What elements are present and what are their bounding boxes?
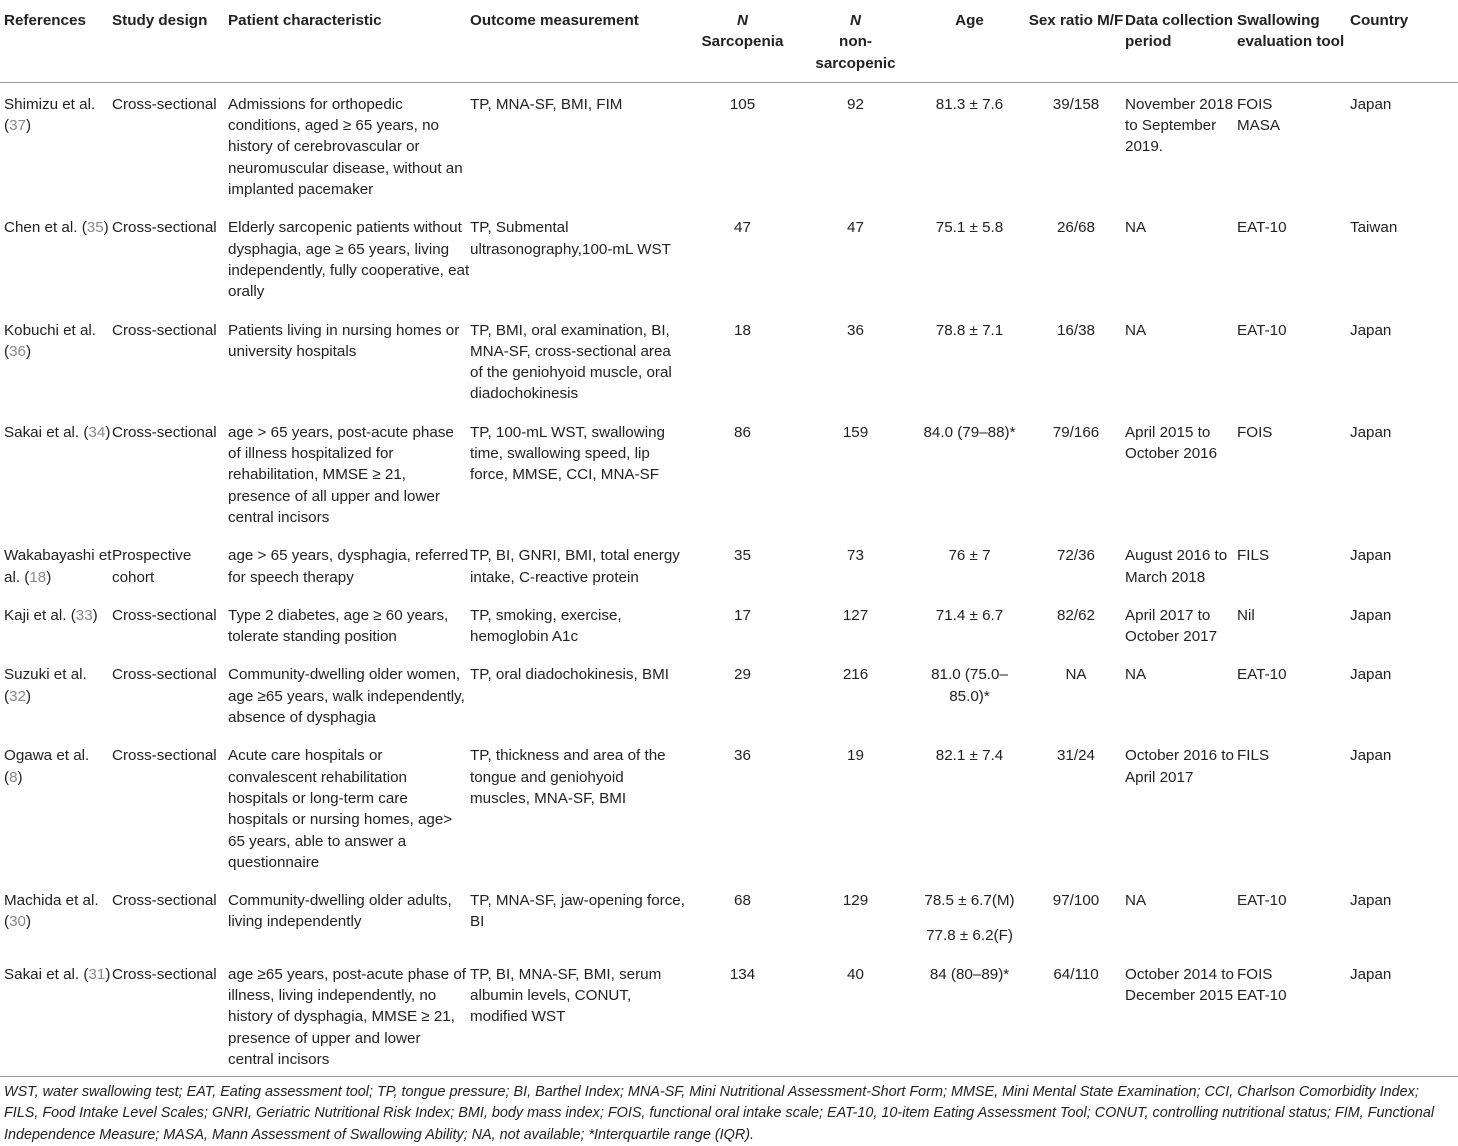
cell-study-design: Cross-sectional	[112, 965, 217, 983]
column-header-age	[912, 0, 1027, 82]
cell-patient-characteristic: Type 2 diabetes, age ≥ 60 years, tolerate standing position	[228, 606, 449, 646]
age-value: 81.0 (75.0–85.0)*	[931, 666, 1008, 705]
cell-n-non-sarcopenic: 216	[842, 666, 869, 684]
table-row	[0, 734, 1458, 879]
cell-sex-ratio: 79/166	[1052, 423, 1100, 441]
reference-author: Machida et al.	[4, 892, 99, 910]
column-header-label: non-sarcopenic	[815, 33, 896, 72]
table-row	[0, 534, 1458, 594]
column-header-country	[1350, 0, 1458, 82]
reference-link[interactable]: 35	[86, 219, 104, 237]
reference-link[interactable]: 36	[9, 342, 26, 360]
swallowing-tool-item: EAT-10	[1237, 986, 1287, 1004]
cell-n-non-sarcopenic: 127	[842, 606, 869, 624]
cell-n-sarcopenia: 36	[734, 747, 751, 765]
swallowing-tool-item: FILS	[1237, 747, 1270, 765]
age-value: 84.0 (79–88)*	[923, 423, 1016, 441]
column-header-period	[1125, 0, 1237, 82]
cell-n-non-sarcopenic: 129	[842, 892, 869, 910]
column-header-label: Country	[1350, 12, 1409, 29]
cell-swallowing-tool	[1237, 206, 1350, 308]
age-value: 84 (80–89)*	[929, 965, 1010, 983]
age-value: 75.1 ± 5.8	[935, 219, 1004, 237]
cell-country: Japan	[1350, 747, 1392, 765]
cell-outcome-measurement: TP, BMI, oral examination, BI, MNA-SF, cross-sectional area of the geniohyoid muscle, oral diadochokinesis	[470, 321, 672, 403]
cell-swallowing-tool	[1237, 594, 1350, 654]
cell-outcome-measurement: TP, 100-mL WST, swallowing time, swallowing speed, lip force, MMSE, CCI, MNA-SF	[470, 423, 665, 484]
cell-swallowing-tool	[1237, 734, 1350, 879]
cell-n-non-sarcopenic: 159	[842, 423, 869, 441]
cell-reference: Chen et al. (35)	[4, 219, 109, 237]
age-value: 81.3 ± 7.6	[935, 95, 1004, 113]
cell-data-collection-period: November 2018 to September 2019.	[1125, 95, 1234, 156]
table-row	[0, 594, 1458, 654]
cell-data-collection-period: NA	[1125, 892, 1147, 910]
cell-patient-characteristic: age > 65 years, post-acute phase of illness hospitalized for rehabilitation, MMSE ≥ 21, presence of all upper and lower central incisors	[228, 423, 454, 526]
cell-swallowing-tool	[1237, 879, 1350, 953]
column-header-label: Outcome measurement	[470, 12, 639, 29]
reference-author: Kaji et al.	[4, 606, 67, 624]
column-header-label: Sex ratio M/F	[1028, 12, 1124, 29]
column-header-outcome	[470, 0, 686, 82]
cell-sex-ratio: 82/62	[1056, 606, 1095, 624]
cell-n-sarcopenia: 29	[734, 666, 751, 684]
swallowing-tool-item: FILS	[1237, 547, 1270, 565]
cell-outcome-measurement: TP, oral diadochokinesis, BMI	[470, 666, 669, 684]
cell-n-sarcopenia: 18	[734, 321, 751, 339]
cell-study-design: Cross-sectional	[112, 892, 217, 910]
cell-study-design: Cross-sectional	[112, 321, 217, 339]
table-row	[0, 953, 1458, 1076]
reference-link[interactable]: 33	[75, 606, 93, 624]
cell-patient-characteristic: age > 65 years, dysphagia, referred for speech therapy	[228, 547, 469, 586]
column-header-label: Age	[955, 12, 984, 29]
cell-reference: Kobuchi et al. (36)	[4, 321, 97, 360]
cell-study-design: Cross-sectional	[112, 95, 217, 113]
cell-age	[912, 82, 1027, 206]
cell-country: Taiwan	[1350, 219, 1398, 237]
column-header-label: Study design	[112, 12, 208, 29]
age-value: 71.4 ± 6.7	[935, 606, 1004, 624]
cell-patient-characteristic: Elderly sarcopenic patients without dysphagia, age ≥ 65 years, living independently, fully cooperative, eat orally	[228, 219, 470, 301]
cell-n-sarcopenia: 17	[734, 606, 751, 624]
reference-link[interactable]: 30	[9, 913, 26, 931]
reference-link[interactable]: 31	[88, 965, 106, 983]
cell-swallowing-tool	[1237, 653, 1350, 734]
cell-country: Japan	[1350, 666, 1392, 684]
cell-reference: Shimizu et al. (37)	[4, 95, 96, 135]
cell-n-non-sarcopenic: 92	[847, 95, 864, 113]
swallowing-tool-item: FOIS	[1237, 95, 1273, 113]
cell-reference: Wakabayashi et al. (18)	[4, 547, 112, 586]
column-header-n_sarc	[686, 0, 799, 82]
reference-link[interactable]: 8	[9, 768, 18, 786]
swallowing-tool-item: EAT-10	[1237, 892, 1287, 910]
cell-study-design: Cross-sectional	[112, 747, 217, 765]
column-header-label: Sarcopenia	[701, 33, 784, 51]
table-footnote: WST, water swallowing test; EAT, Eating assessment tool; TP, tongue pressure; BI, Barthel Index; MNA-SF, Mini Nutritional Assessment-Short Form; MMSE, Mini Mental State Examination; CCI, Charlson Comorbidity Index; FILS, Food Intake Level Scales; GNRI, Geriatric Nutritional Risk Index; BMI, body mass index; FOIS, functional oral intake scale; EAT-10, 10-item Eating Assessment Tool; CONUT, controlling nutritional status; FIM, Functional Independence Measure; MASA, Mann Assessment of Swallowing Ability; NA, not available; *Interquartile range (IQR).	[4, 1084, 1435, 1143]
cell-patient-characteristic: Community-dwelling older women, age ≥65 years, walk independently, absence of dysphagia	[228, 666, 465, 727]
cell-reference: Kaji et al. (33)	[4, 606, 98, 624]
cell-n-non-sarcopenic: 36	[847, 321, 864, 339]
cell-sex-ratio: 31/24	[1056, 747, 1095, 765]
table-row	[0, 309, 1458, 411]
swallowing-tool-item: EAT-10	[1237, 666, 1287, 684]
column-header-label: Swallowing evaluation tool	[1237, 12, 1345, 51]
cell-country: Japan	[1350, 547, 1392, 565]
age-value: 78.5 ± 6.7(M)	[924, 892, 1015, 910]
cell-country: Japan	[1350, 606, 1392, 624]
cell-swallowing-tool	[1237, 309, 1350, 411]
cell-data-collection-period: October 2014 to December 2015	[1125, 965, 1234, 1004]
cell-sex-ratio: 26/68	[1056, 219, 1095, 237]
cell-outcome-measurement: TP, BI, GNRI, BMI, total energy intake, C-reactive protein	[470, 547, 680, 586]
cell-study-design: Cross-sectional	[112, 606, 217, 624]
reference-author: Ogawa et al.	[4, 747, 90, 765]
cell-swallowing-tool	[1237, 953, 1350, 1076]
column-header-design	[112, 0, 228, 82]
cell-n-sarcopenia: 47	[734, 219, 751, 237]
reference-link[interactable]: 34	[88, 423, 106, 441]
cell-country: Japan	[1350, 965, 1392, 983]
cell-study-design: Cross-sectional	[112, 219, 217, 237]
cell-country: Japan	[1350, 321, 1392, 339]
cell-outcome-measurement: TP, MNA-SF, BMI, FIM	[470, 95, 623, 113]
table-row	[0, 879, 1458, 953]
column-header-italic-n: N	[850, 12, 861, 29]
cell-data-collection-period: April 2015 to October 2016	[1125, 423, 1218, 463]
cell-data-collection-period: April 2017 to October 2017	[1125, 606, 1218, 646]
column-header-sex	[1027, 0, 1125, 82]
column-header-ref	[0, 0, 112, 82]
age-value-female: 77.8 ± 6.2(F)	[926, 927, 1013, 945]
column-header-label: References	[4, 12, 86, 29]
cell-n-sarcopenia: 68	[734, 892, 751, 910]
column-header-italic-n: N	[737, 12, 748, 29]
reference-author: Suzuki et al.	[4, 666, 87, 684]
cell-age	[912, 309, 1027, 411]
cell-n-sarcopenia: 86	[734, 423, 751, 441]
cell-outcome-measurement: TP, Submental ultrasonography,100-mL WST	[470, 219, 671, 258]
cell-swallowing-tool	[1237, 82, 1350, 206]
cell-reference: Sakai et al. (31)	[4, 965, 111, 983]
swallowing-tool-item: EAT-10	[1237, 219, 1287, 237]
cell-reference: Sakai et al. (34)	[4, 423, 111, 441]
cell-country: Japan	[1350, 423, 1392, 441]
reference-author: Shimizu et al.	[4, 95, 96, 113]
column-header-tool	[1237, 0, 1350, 82]
cell-sex-ratio: 64/110	[1053, 965, 1099, 983]
cell-age	[912, 879, 1027, 953]
cell-outcome-measurement: TP, smoking, exercise, hemoglobin A1c	[470, 606, 622, 646]
table-row	[0, 411, 1458, 534]
cell-data-collection-period: October 2016 to April 2017	[1125, 747, 1234, 786]
column-header-label: Patient characteristic	[228, 12, 382, 29]
cell-reference: Suzuki et al. (32)	[4, 666, 87, 705]
cell-swallowing-tool	[1237, 411, 1350, 534]
column-header-label: Data collection period	[1125, 12, 1234, 51]
cell-n-non-sarcopenic: 19	[847, 747, 864, 765]
swallowing-tool-item: Nil	[1237, 606, 1255, 624]
cell-patient-characteristic: Admissions for orthopedic conditions, aged ≥ 65 years, no history of cerebrovascular or neuromuscular disease, without an implanted pacemaker	[228, 95, 463, 199]
reference-author: Sakai et al.	[4, 965, 80, 983]
cell-sex-ratio: 16/38	[1056, 321, 1095, 339]
reference-link[interactable]: 18	[29, 568, 47, 586]
cell-age	[912, 734, 1027, 879]
cell-study-design: Cross-sectional	[112, 423, 217, 441]
age-value: 82.1 ± 7.4	[935, 747, 1004, 765]
cell-n-non-sarcopenic: 47	[847, 219, 864, 237]
cell-n-non-sarcopenic: 40	[847, 965, 864, 983]
cell-age	[912, 411, 1027, 534]
reference-author: Wakabayashi et al.	[4, 547, 112, 586]
table-body	[0, 82, 1458, 1076]
cell-data-collection-period: NA	[1125, 321, 1147, 339]
cell-n-non-sarcopenic: 73	[847, 547, 864, 565]
reference-link[interactable]: 37	[9, 117, 26, 135]
column-header-n_non	[799, 0, 912, 82]
cell-data-collection-period: NA	[1125, 666, 1147, 684]
cell-country: Japan	[1350, 892, 1392, 910]
cell-patient-characteristic: Patients living in nursing homes or university hospitals	[228, 321, 460, 360]
cell-outcome-measurement: TP, BI, MNA-SF, BMI, serum albumin levels, CONUT, modified WST	[470, 965, 662, 1026]
cell-age	[912, 534, 1027, 594]
cell-sex-ratio: 97/100	[1052, 892, 1100, 910]
cell-n-sarcopenia: 105	[729, 95, 756, 113]
cell-age	[912, 206, 1027, 308]
cell-sex-ratio: NA	[1065, 666, 1087, 684]
age-value: 76 ± 7	[948, 547, 991, 565]
table-row	[0, 82, 1458, 206]
cell-study-design: Cross-sectional	[112, 666, 217, 684]
cell-study-design: Prospective cohort	[112, 547, 192, 586]
cell-sex-ratio: 72/36	[1056, 547, 1095, 565]
cell-swallowing-tool	[1237, 534, 1350, 594]
cell-data-collection-period: August 2016 to March 2018	[1125, 547, 1228, 586]
table-row	[0, 206, 1458, 308]
cell-patient-characteristic: Community-dwelling older adults, living independently	[228, 892, 452, 931]
cell-outcome-measurement: TP, thickness and area of the tongue and geniohyoid muscles, MNA-SF, BMI	[470, 747, 666, 807]
cell-sex-ratio: 39/158	[1052, 95, 1100, 113]
reference-author: Sakai et al.	[4, 423, 80, 441]
cell-reference: Machida et al. (30)	[4, 892, 99, 931]
age-value: 78.8 ± 7.1	[935, 321, 1004, 339]
swallowing-tool-item: FOIS	[1237, 423, 1273, 441]
cell-age	[912, 594, 1027, 654]
column-header-patient	[228, 0, 470, 82]
cell-data-collection-period: NA	[1125, 219, 1147, 237]
reference-author: Kobuchi et al.	[4, 321, 97, 339]
cell-reference: Ogawa et al. (8)	[4, 747, 90, 786]
table-row	[0, 653, 1458, 734]
cell-n-sarcopenia: 134	[729, 965, 756, 983]
cell-country: Japan	[1350, 95, 1392, 113]
cell-patient-characteristic: Acute care hospitals or convalescent rehabilitation hospitals or long-term care hospitals or nursing homes, age> 65 years, able to answer a questionnaire	[228, 747, 453, 871]
cell-age	[912, 653, 1027, 734]
cell-outcome-measurement: TP, MNA-SF, jaw-opening force, BI	[470, 892, 685, 931]
swallowing-tool-item: EAT-10	[1237, 321, 1287, 339]
reference-author: Chen et al.	[4, 219, 78, 237]
cell-n-sarcopenia: 35	[734, 547, 751, 565]
cell-patient-characteristic: age ≥65 years, post-acute phase of illness, living independently, no history of dysphagia, MMSE ≥ 21, presence of upper and lower central incisors	[228, 965, 466, 1068]
reference-link[interactable]: 32	[9, 687, 26, 705]
swallowing-tool-item: MASA	[1237, 117, 1281, 135]
swallowing-tool-item: FOIS	[1237, 965, 1273, 983]
cell-age	[912, 953, 1027, 1076]
table-header-row	[0, 0, 1458, 82]
